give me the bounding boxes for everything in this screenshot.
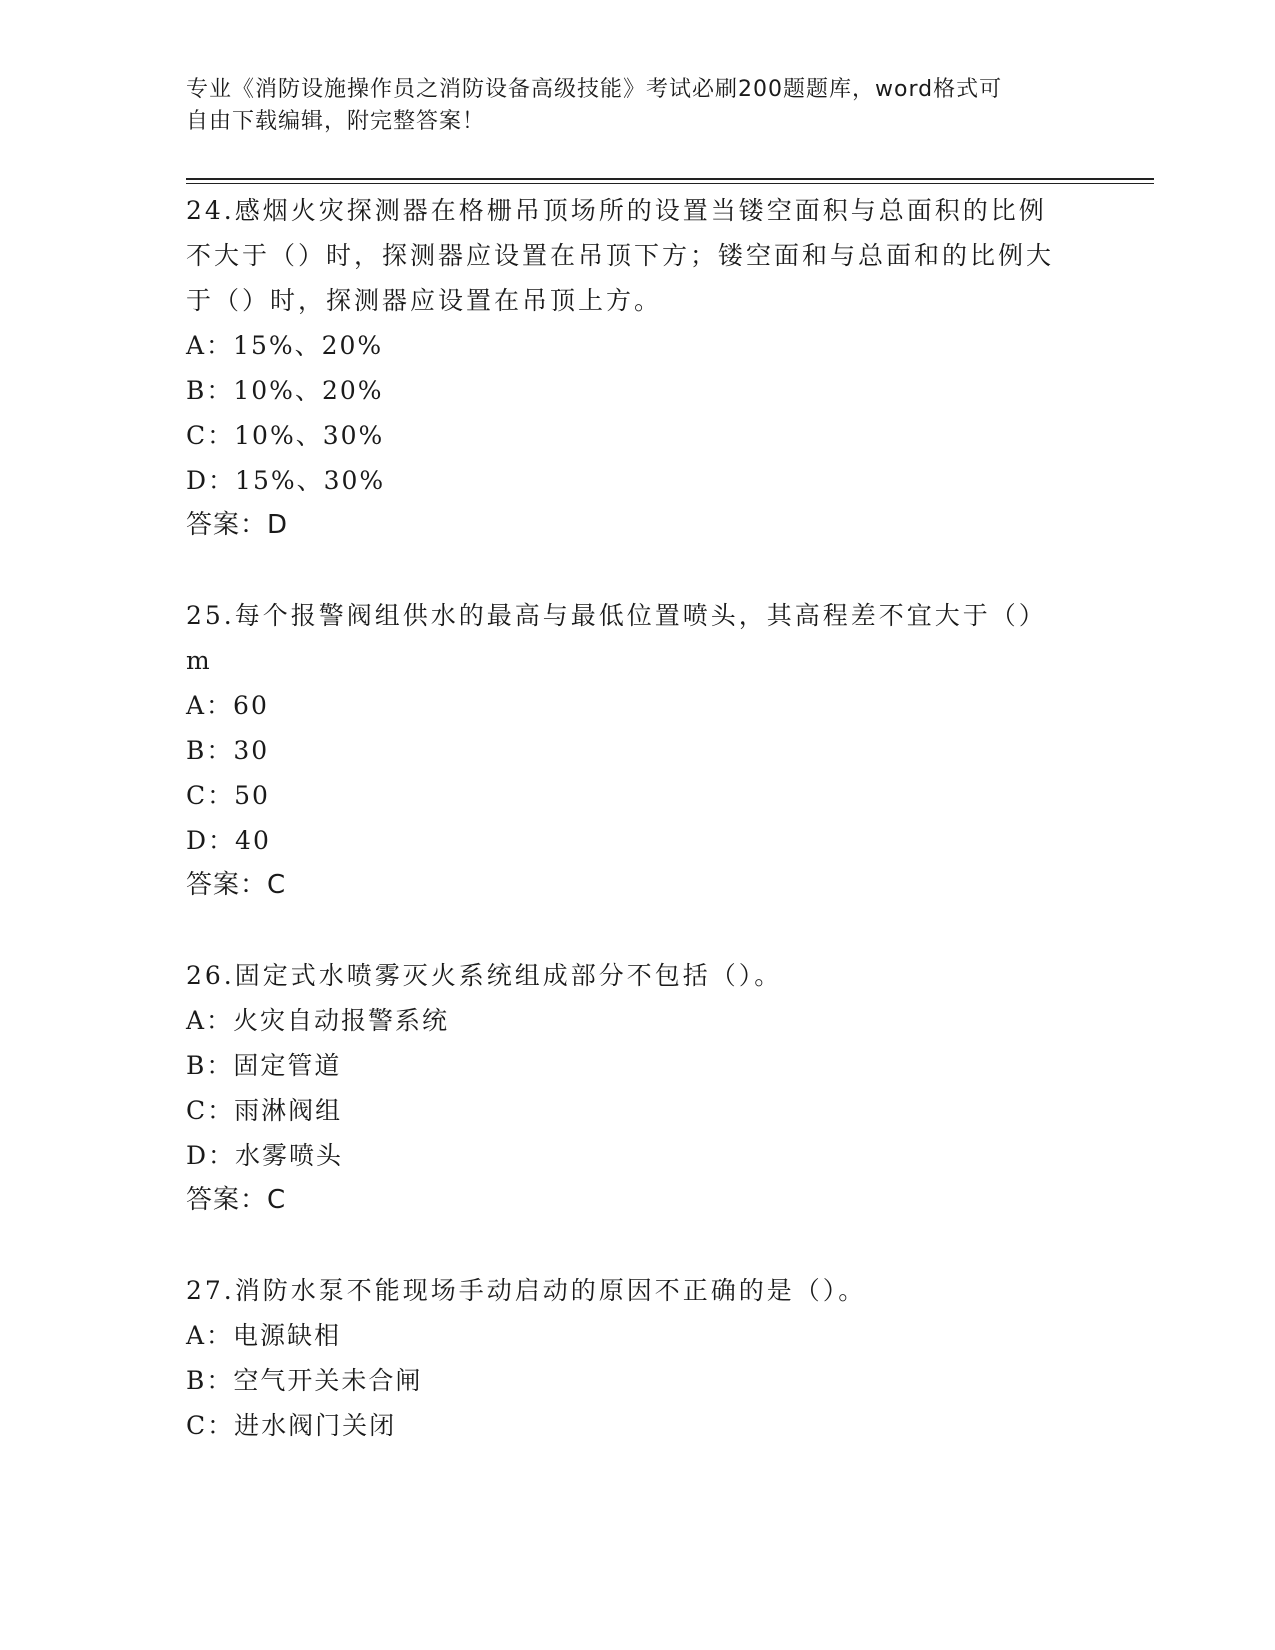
option-b: B：10%、20%: [186, 376, 384, 405]
document-header: [186, 74, 1066, 138]
question-stem: 24.感烟火灾探测器在格栅吊顶场所的设置当镂空面积与总面积的比例不大于（）时，探测器应设置在吊顶下方；镂空面和与总面和的比例大于（）时，探测器应设置在吊顶上方。: [186, 196, 1055, 315]
question-answer: 答案：C: [186, 1185, 287, 1215]
option-d: D：15%、30%: [186, 466, 386, 495]
header-line-2: 自由下载编辑，附完整答案！: [186, 109, 486, 134]
option-c: C：10%、30%: [186, 421, 385, 450]
option-c: C：雨淋阀组: [186, 1096, 343, 1125]
question-spacer: [186, 548, 1086, 593]
option-d: D：水雾喷头: [186, 1141, 344, 1170]
option-b: B：固定管道: [186, 1051, 342, 1080]
question-stem: 25.每个报警阀组供水的最高与最低位置喷头，其高程差不宜大于（）m: [186, 601, 1047, 675]
question-27: [186, 1268, 1086, 1448]
question-26: [186, 953, 1086, 1223]
option-a: A：60: [186, 691, 269, 720]
question-spacer: [186, 908, 1086, 953]
header-divider-thick: [186, 178, 1154, 180]
question-25: [186, 593, 1086, 908]
option-c: C：进水阀门关闭: [186, 1411, 397, 1440]
option-a: A：电源缺相: [186, 1321, 342, 1350]
question-stem: 26.固定式水喷雾灭火系统组成部分不包括（）。: [186, 961, 783, 990]
header-line-1: 专业《消防设施操作员之消防设备高级技能》考试必刷200题题库，word格式可: [186, 77, 1003, 102]
option-c: C：50: [186, 781, 270, 810]
question-spacer: [186, 1223, 1086, 1268]
option-a: A：15%、20%: [186, 331, 384, 360]
header-divider-thin: [186, 183, 1154, 184]
question-list: [186, 188, 1086, 1448]
option-b: B：30: [186, 736, 270, 765]
question-24: [186, 188, 1086, 548]
option-d: D：40: [186, 826, 271, 855]
question-stem: 27.消防水泵不能现场手动启动的原因不正确的是（）。: [186, 1276, 867, 1305]
question-answer: 答案：D: [186, 510, 289, 540]
option-a: A：火灾自动报警系统: [186, 1006, 450, 1035]
option-b: B：空气开关未合闸: [186, 1366, 423, 1395]
question-answer: 答案：C: [186, 870, 287, 900]
